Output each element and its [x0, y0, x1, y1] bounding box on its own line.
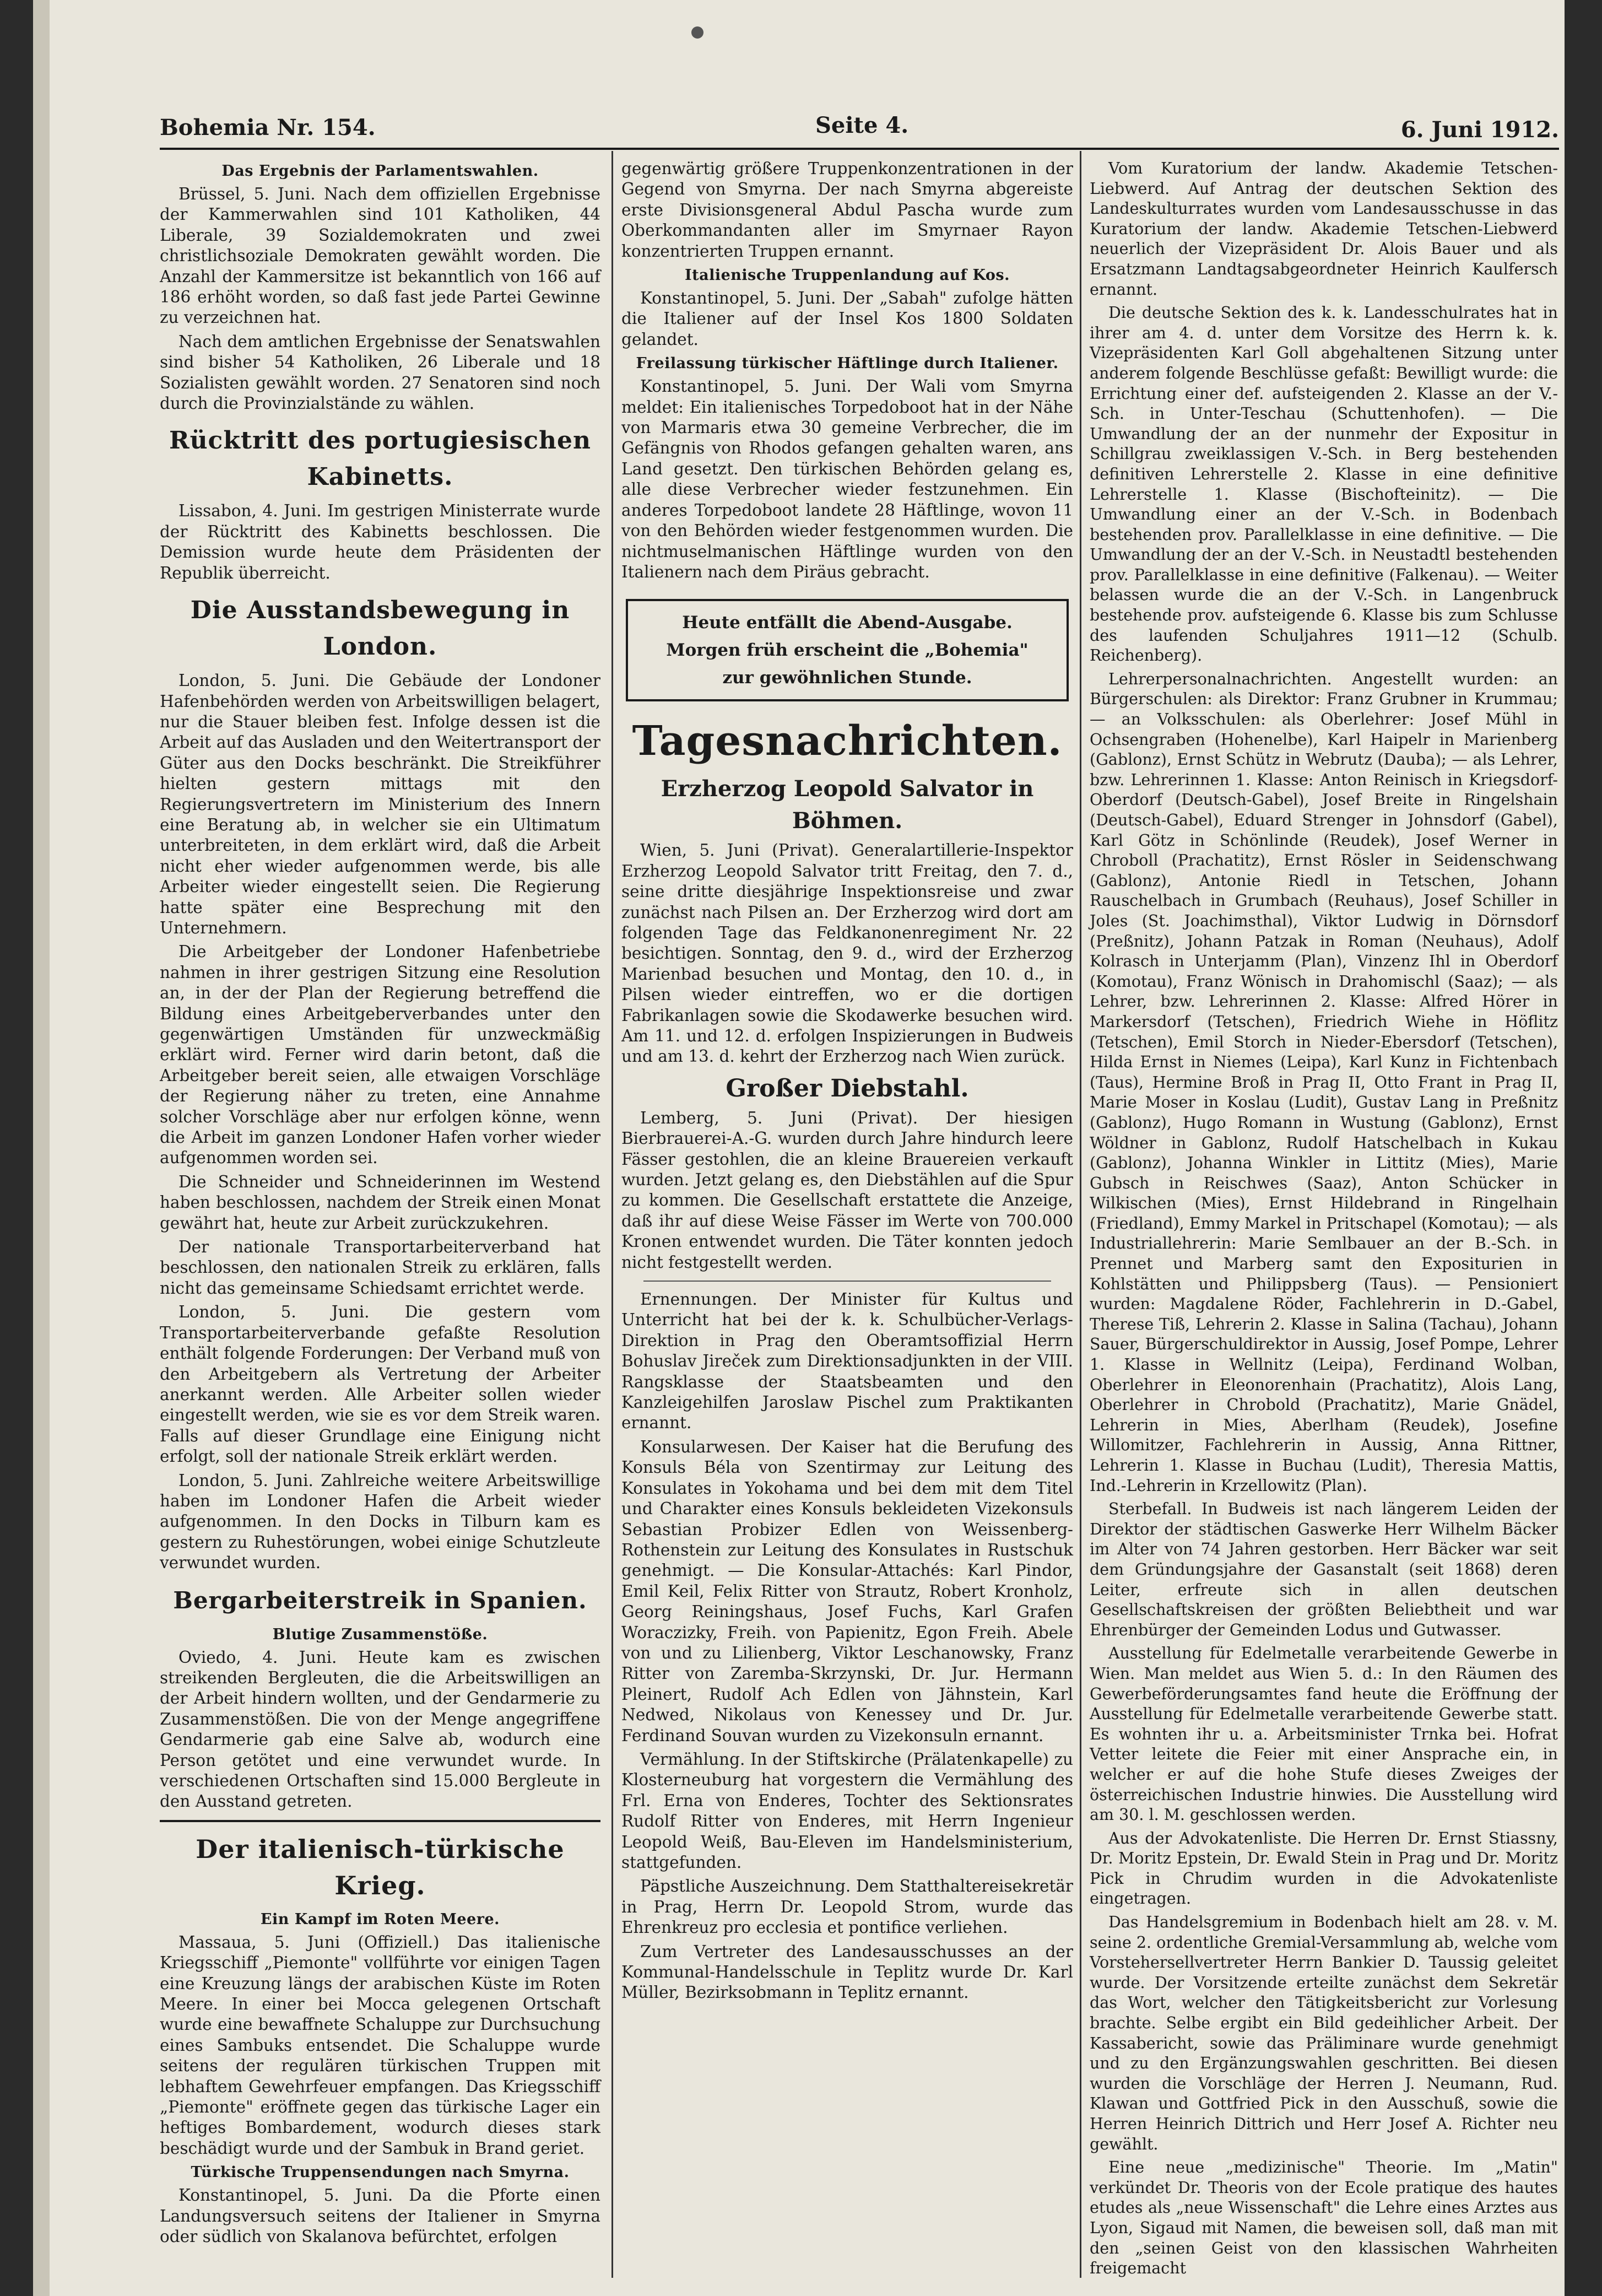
page-header	[160, 109, 1559, 142]
header-page-number: Seite 4.	[815, 112, 909, 138]
section-title-daily-news: Tagesnachrichten.	[632, 717, 1063, 765]
article-text: Der nationale Transportarbeiterverband hat beschlossen, den nationalen Streik zu erklären, falls nicht das gemeinsame Schiedsamt errichtet werde.	[160, 1238, 600, 1298]
article-text: Ausstellung für Edelmetalle verarbeitende Gewerbe in Wien. Man meldet aus Wien 5. d.: In den Räumen des Gewerbeförderungsamtes fand heute die Eröffnung der Ausstellung für Edelmetalle verarbeitende Gewerbe statt. Es wohnten ihr u. a. Arbeitsminister Trnka bei. Hofrat Vetter leitete die Feier mit einer Ansprache ein, in welcher er auf die hohe Stufe dieses Zweiges der österreichischen Industrie hinwies. Die Ausstellung wird am 30. l. M. geschlossen werden.	[1090, 1644, 1558, 1824]
notice-line-3: zur gewöhnlichen Stunde.	[722, 668, 972, 688]
article-text: Konstantinopel, 5. Juni. Der „Sabah" zufolge hätten die Italiener auf der Insel Kos 1800 Soldaten gelandet.	[621, 289, 1073, 349]
article-text: Sterbefall. In Budweis ist nach längerem Leiden der Direktor der städtischen Gaswerke Herr Wilhelm Bäcker im Alter von 74 Jahren gestorben. Herr Bäcker war seit dem Gründungsjahre der Gasanstalt (seit 1868) deren Leiter, erfreute sich in allen deutschen Gesellschaftskreisen der größten Beliebtheit und war Ehrenbürger der Gemeinden Lodus und Gutwasser.	[1090, 1500, 1558, 1639]
headline-spain-miners-strike: Bergarbeiterstreik in Spanien.	[173, 1586, 587, 1614]
headline-archduke: Erzherzog Leopold Salvator in Böhmen.	[661, 776, 1034, 834]
article-text: London, 5. Juni. Zahlreiche weitere Arbeitswillige haben im Londoner Hafen die Arbeit wieder aufgenommen. In den Docks in Tilburn kam es gestern zu Ruhestörungen, wobei einige Schutzleute verwundet wurden.	[160, 1471, 600, 1573]
headline-parliament-elections: Das Ergebnis der Parlamentswahlen.	[221, 163, 539, 180]
article-text: Vermählung. In der Stiftskirche (Prälatenkapelle) zu Klosterneuburg hat vorgestern die Vermählung des Frl. Erna von Enderes, Tochter des Sektionsrates Rudolf Ritter von Enderes, mit Herrn Ingenieur Leopold Weiß, Bau-Eleven im Handelsministerium, stattgefunden.	[621, 1749, 1073, 1872]
article-text: Lemberg, 5. Juni (Privat). Der hiesigen Bierbrauerei-A.-G. wurden durch Jahre hindurch leere Fässer gestohlen, die an kleine Brauereien verkauft wurden. Jetzt gelang es, den Diebstählen auf die Spur zu kommen. Die Gesellschaft erstattete die Anzeige, daß ihr auf diese Weise Fässer im Werte von 700.000 Kronen entwendet wurden. Die Täter konnten jedoch nicht festgestellt werden.	[621, 1108, 1073, 1272]
notice-line-2: Morgen früh erscheint die „Bohemia"	[666, 640, 1029, 661]
headline-italian-turkish-war: Der italienisch-türkische Krieg.	[196, 1834, 565, 1900]
column-rule-1	[611, 151, 613, 2278]
article-text: Zum Vertreter des Landesausschusses an der Kommunal-Handelsschule in Teplitz wurde Dr. Karl Müller, Bezirksobmann in Teplitz ernannt.	[621, 1942, 1073, 2002]
article-text: Lehrerpersonalnachrichten. Angestellt wurden: an Bürgerschulen: als Direktor: Franz Grubner in Krummau; — an Volksschulen: als Oberlehrer: Josef Mühl in Ochsengraben (Hohenelbe), Karl Haipelr in Marienberg (Gablonz), Ernst Schütz in Webrutz (Dauba); — als Lehrer, bzw. Lehrerinnen 1. Klasse: Anton Reinisch in Kriegsdorf-Oberdorf (Deutsch-Gabel), Josef Breite in Ringelshain (Deutsch-Gabel), Eduard Strenger in Johnsdorf (Gabel), Karl Götz in Schönlinde (Reudek), Josef Werner in Chroboll (Prachatitz), Ernst Rösler in Seidenschwang (Gablonz), Antonie Riedl in Tetschen, Johann Rauschelbach in Grumbach (Reuhaus), Josef Schiller in Joles (St. Joachimsthal), Viktor Ludwig in Dörnsdorf (Preßnitz), Johann Patzak in Roman (Neuhaus), Adolf Kolrasch in Unterjamm (Plan), Vinzenz Ihl in Oberdorf (Komotau), Franz Wönisch in Drahomischl (Saaz); — als Lehrer, bzw. Lehrerinnen 2. Klasse: Alfred Hörer in Markersdorf (Tetschen), Friedrich Wiehe in Höflitz (Tetschen), Emil Storch in Nieder-Ebersdorf (Tetschen), Hilda Ernst in Niemes (Leipa), Karl Kunz in Fichtenbach (Taus), Hermine Broß in Prag II, Otto Frant in Prag II, Marie Moser in Koslau (Ludit), Gustav Lang in Preßnitz (Gablonz), Hugo Romann in Wustung (Gablonz), Ernst Wöldner in Gablonz, Rudolf Hatschelbach in Kukau (Gablonz), Johanna Winkler in Littitz (Mies), Marie Gubsch in Reischwes (Saaz), Anton Schücker in Wilkischen (Mies), Ernst Hildebrand in Ringelhain (Friedland), Emmy Markel in Pritschapel (Komotau); — als Industriallehrerin: Marie Semlbauer an der B.-Sch. in Prennet und Marberg samt den Expositurien in Kohlstätten und Philippsberg (Taus). — Pensioniert wurden: Magdalene Röder, Fachlehrerin in D.-Gabel, Therese Tiß, Lehrerin 2. Klasse in Salina (Tachau), Johann Sauer, Bürgerschuldirektor in Aussig, Josef Pompe, Lehrer 1. Klasse in Wellnitz (Leipa), Ferdinand Wolban, Oberlehrer in Eleonorenhain (Prachatitz), Alois Lang, Oberlehrer in Chrobold (Prachatitz), Marie Gnädel, Lehrerin in Mies, Aberlham (Reudek), Josefine Willomitzer, Fachlehrerin in Aussig, Anna Rittner, Lehrerin 1. Klasse in Buchau (Ludit), Theresia Mattis, Ind.-Lehrerin in Krzellowitz (Plan).	[1090, 669, 1558, 1495]
subheadline-spain: Blutige Zusammenstöße.	[272, 1625, 488, 1643]
article-text: Oviedo, 4. Juni. Heute kam es zwischen streikenden Bergleuten, die die Arbeitswilligen an der Arbeit hindern wollten, und der Gendarmerie zu Zusammenstößen. Die von der Menge angegriffene Gendarmerie gab eine Salve ab, wodurch eine Person getötet und eine verwundet wurde. In verschiedenen Ortschaften sind 15.000 Bergleute in den Ausstand getreten.	[160, 1647, 600, 1811]
article-text: London, 5. Juni. Die Gebäude der Londoner Hafenbehörden werden von Arbeitswilligen belagert, nur die Stauer bleiben fest. Infolge dessen ist die Arbeit auf das Ausladen und den Weitertransport der Güter aus den Docks beschränkt. Die Streikführer hielten gestern mittags mit den Regierungsvertretern im Ministerium des Innern eine Beratung ab, in welcher sie ein Ultimatum unterbreiteten, in dem erklärt wird, daß die Arbeit nicht eher wieder aufgenommen werde, bis alle Arbeiter wieder eingestellt seien. Die Regierung hatte später eine Besprechung mit den Unternehmern.	[160, 671, 600, 937]
article-text: Das Handelsgremium in Bodenbach hielt am 28. v. M. seine 2. ordentliche Gremial-Versammlung ab, welche vom Vorstehersellvertreter Herrn Bankier D. Taussig geleitet wurde. Der Vorsitzende erteilte zunächst dem Sekretär das Wort, welcher den Tätigkeitsbericht zur Vorlesung brachte. Selbe ergibt ein Bild gedeihlicher Arbeit. Der Kassabericht, sowie das Präliminare wurde genehmigt und zu den Ergänzungswahlen geschritten. Bei diesen wurden die Vorschläge der Herren J. Neumann, Rud. Klawan und Gottfried Pick in den Ausschuß, sowie die Herren Heinrich Dittrich und Herr Josef A. Richter neu gewählt.	[1090, 1913, 1558, 2153]
article-text: Die Schneider und Schneiderinnen im Westend haben beschlossen, nachdem der Streik einen Monat gewährt hat, heute zur Arbeit zurückzukehren.	[160, 1172, 600, 1233]
headline-london-strike: Die Ausstandsbewegung in London.	[190, 596, 570, 661]
article-text: Vom Kuratorium der landw. Akademie Tetschen-Liebwerd. Auf Antrag der deutschen Sektion des Landeskulturrates wurden vom Landesausschusse in das Kuratorium der landw. Akademie Tetschen-Liebwerd neuerlich der Vizepräsident Dr. Alois Bauer und als Ersatzmann Landtagsabgeordneter Heinrich Kaulfersch ernannt.	[1090, 159, 1558, 299]
notice-line-1: Heute entfällt die Abend-Ausgabe.	[682, 613, 1013, 633]
subheadline-red-sea: Ein Kampf im Roten Meere.	[260, 1910, 500, 1928]
article-text: Nach dem amtlichen Ergebnisse der Senatswahlen sind bisher 54 Katholiken, 26 Liberale und 18 Sozialisten gewählt worden. 27 Senatoren sind noch durch die Provinzialstände zu wählen.	[160, 332, 600, 413]
newspaper-page	[33, 0, 1565, 2296]
page-binding-strip	[33, 0, 50, 2296]
article-text: Eine neue „medizinische" Theorie. Im „Matin" verkündet Dr. Theoris von der Ecole pratique des hautes etudes als „neue Wissenschaft" die Lehre eines Arztes aus Lyon, Sigaud mit Namen, die beweisen soll, daß man mit den „seinen Geist von den klassischen Wahrheiten freigemacht	[1090, 2158, 1558, 2278]
divider	[643, 1281, 1051, 1282]
column-1	[160, 159, 600, 2251]
punch-hole	[691, 26, 703, 39]
article-text: Die deutsche Sektion des k. k. Landesschulrates hat in ihrer am 4. d. unter dem Vorsitze des Herrn k. k. Vizepräsidenten Karl Goll abgehaltenen Sitzung unter anderem folgende Beschlüsse gefaßt: Bewilligt wurde: die Errichtung einer def. aufsteigenden 2. Klasse an der V.-Sch. in Unter-Teschau (Schuttenhofen). — Die Umwandlung der an der nunmehr der Expositur in Schillgrau zweiklassigen V.-Sch. in Berg bestehenden definitiven Lehrerstelle 2. Klasse in eine definitive Lehrerstelle 1. Klasse (Bischofteinitz). — Die Umwandlung einer an der V.-Sch. in Bodenbach bestehenden prov. Parallelklasse in eine definitive. — Die Umwandlung der an der V.-Sch. in Neustadtl bestehenden prov. Parallelklasse in eine definitive (Falkenau). — Weiter belassen wurde die an der V.-Sch. in Langenbruck bestehende prov. aufsteigende 6. Klasse bis zum Schlusse des laufenden Schuljahres 1911—12 (Schulb. Reichenberg).	[1090, 304, 1558, 665]
headline-smyrna-troops: Türkische Truppensendungen nach Smyrna.	[191, 2164, 570, 2181]
section-divider	[160, 1820, 600, 1822]
article-text: Brüssel, 5. Juni. Nach dem offiziellen Ergebnisse der Kammerwahlen sind 101 Katholiken, 44 Liberale, 39 Sozialdemokraten und zwei christlichsoziale Demokraten gewählt worden. Die Anzahl der Kammersitze ist bekanntlich von 166 auf 186 erhöht worden, so daß fast jede Partei Gewinne zu verzeichnen hat.	[160, 185, 600, 327]
header-rule	[160, 148, 1559, 150]
column-rule-2	[1080, 151, 1081, 2278]
article-text: Konstantinopel, 5. Juni. Da die Pforte einen Landungsversuch seitens der Italiener in Smyrna oder südlich von Skalanova befürchtet, erfolgen	[160, 2186, 600, 2246]
article-text: gegenwärtig größere Truppenkonzentrationen in der Gegend von Smyrna. Der nach Smyrna abgereiste erste Divisionsgeneral Abdul Pascha wurde zum Oberkommandanten aller im Smyrnaer Rayon konzentrierten Truppen ernannt.	[621, 159, 1073, 261]
article-text: London, 5. Juni. Die gestern vom Transportarbeiterverbande gefaßte Resolution enthält folgende Forderungen: Der Verband muß von den Arbeitgebern als Vertretung der Arbeiter anerkannt werden. Alle Arbeiter sollen wieder eingestellt werden, wie sie es vor dem Streik waren. Falls auf dieser Grundlage eine Einigung nicht erfolgt, soll der nationale Streik erklärt werden.	[160, 1303, 600, 1466]
article-text: Massaua, 5. Juni (Offiziell.) Das italienische Kriegsschiff „Piemonte" vollführte vor einigen Tagen eine Kreuzung längs der arabischen Küste im Roten Meere. In einer bei Mocca gelegenen Ortschaft wurde eine bewaffnete Schaluppe zur Durchsuchung eines Sambuks entsendet. Die Schaluppe wurde seitens der regulären türkischen Truppen mit lebhaftem Gewehrfeuer empfangen. Das Kriegsschiff „Piemonte" eröffnete gegen das türkische Lager ein heftiges Bombardement, wodurch dieses stark beschädigt wurde und der Sambuk in Brand geriet.	[160, 1932, 600, 2158]
column-3	[1090, 159, 1558, 2282]
article-text: Wien, 5. Juni (Privat). Generalartillerie-Inspektor Erzherzog Leopold Salvator tritt Freitag, den 7. d., seine dritte diesjährige Inspektionsreise und zwar zunächst nach Pilsen an. Der Erzherzog wird dort am folgenden Tage das Feldkanonenregiment Nr. 22 besichtigen. Sonntag, den 9. d., wird der Erzherzog Marienbad besuchen und Montag, den 10. d., in Pilsen wieder eintreffen, wo er die dortigen Fabrikanlagen sowie die Skodawerke besuchen wird. Am 11. und 12. d. erfolgen Inspizierungen in Budweis und am 13. d. kehrt der Erzherzog nach Wien zurück.	[621, 841, 1073, 1066]
article-text: Konsularwesen. Der Kaiser hat die Berufung des Konsuls Béla von Szentirmay zur Leitung des Konsulates in Yokohama und bei dem mit dem Titel und Charakter eines Konsuls bekleideten Vizekonsuls Sebastian Probizer Edlen von Weissenberg-Rothenstein zur Leitung des Konsulates in Rustschuk genehmigt. — Die Konsular-Attachés: Karl Pindor, Emil Keil, Felix Ritter von Strautz, Robert Kronholz, Georg Reiningshaus, Josef Fuchs, Karl Grafen Woraczizky, Freih. von Papienitz, Egon Freih. Abele von und zu Lilienberg, Viktor Leschanowsky, Franz Ritter von Zaremba-Skrzynski, Dr. Jur. Hermann Pleinert, Rudolf Ach Edlen von Jähnstein, Karl Nedwed, Nikolaus von Kenessey und Dr. Jur. Ferdinand Souvan wurden zu Vizekonsuln ernannt.	[621, 1437, 1073, 1745]
headline-theft: Großer Diebstahl.	[726, 1074, 969, 1103]
article-text: Päpstliche Auszeichnung. Dem Statthaltereisekretär in Prag, Herrn Dr. Leopold Strom, wurde das Ehrenkreuz pro ecclesia et pontifice verliehen.	[621, 1877, 1073, 1937]
headline-kos-landing: Italienische Truppenlandung auf Kos.	[685, 267, 1010, 284]
headline-prisoner-release: Freilassung türkischer Häftlinge durch Italiener.	[636, 355, 1059, 372]
header-issue: Bohemia Nr. 154.	[160, 115, 376, 141]
article-text: Ernennungen. Der Minister für Kultus und Unterricht hat bei der k. k. Schulbücher-Verlags-Direktion in Prag den Oberamtsoffizial Herrn Bohuslav Jireček zum Direktionsadjunkten in der VIII. Rangsklasse der Staatsbeamten und den Kanzleigehilfen Jaroslaw Pischel zum Praktikanten ernannt.	[621, 1290, 1073, 1433]
article-text: Konstantinopel, 5. Juni. Der Wali vom Smyrna meldet: Ein italienisches Torpedoboot hat in der Nähe von Marmaris etwa 30 gemeine Verbrecher, die im Gefängnis von Rhodos gefangen gehalten waren, ans Land gesetzt. Den türkischen Behörden gelang es, alle diese Verbrecher wieder festzunehmen. Ein anderes Torpedoboot landete 28 Häftlinge, wovon 11 von den Behörden wieder festgenommen wurden. Die nichtmuselmanischen Häftlinge wurden von den Italienern nach dem Piräus gebracht.	[621, 377, 1073, 581]
header-date: 6. Juni 1912.	[1400, 117, 1559, 143]
article-text: Lissabon, 4. Juni. Im gestrigen Ministerrate wurde der Rücktritt des Kabinetts beschlossen. Die Demission wurde heute dem Präsidenten der Republik überreicht.	[160, 501, 600, 582]
notice-box	[626, 599, 1069, 701]
headline-portugal-cabinet: Rücktritt des portugiesischen Kabinetts.	[169, 426, 591, 491]
article-text: Aus der Advokatenliste. Die Herren Dr. Ernst Stiassny, Dr. Moritz Epstein, Dr. Ewald Stein in Prag und Dr. Moritz Pick in Chrudim wurden in die Advokatenliste eingetragen.	[1090, 1829, 1558, 1908]
column-2	[621, 159, 1073, 2007]
article-text: Die Arbeitgeber der Londoner Hafenbetriebe nahmen in ihrer gestrigen Sitzung eine Resolution an, in der der Plan der Regierung betreffend die Bildung eines Arbeitgeberverbandes unter den gegenwärtigen Umständen für unzweckmäßig erklärt wird. Ferner wird darin betont, daß die Arbeitgeber bereit seien, alle etwaigen Vorschläge der Regierung näher zu treten, eine Annahme solcher Vorschläge aber nur erfolgen könne, wenn die Arbeit im ganzen Londoner Hafen vorher wieder aufgenommen worden sei.	[160, 942, 600, 1168]
